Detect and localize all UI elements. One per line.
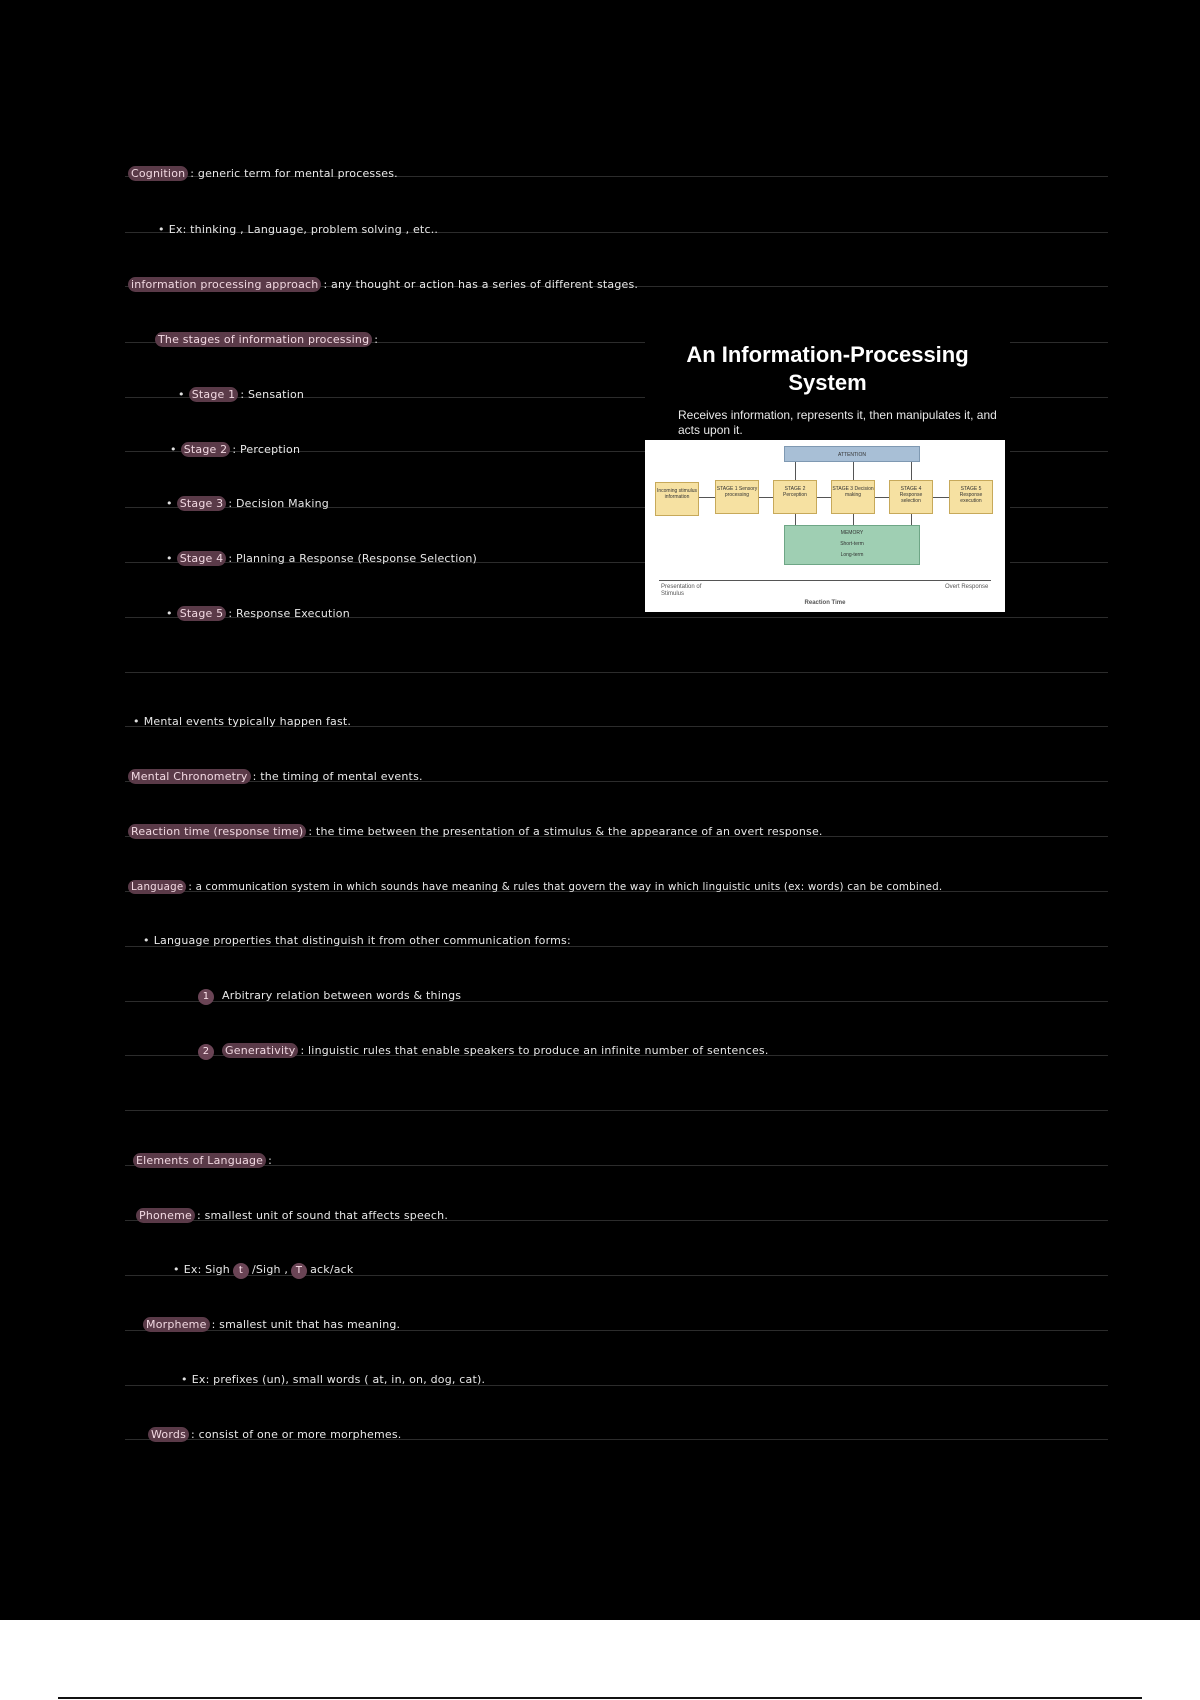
axis-center-label: Reaction Time	[804, 600, 846, 606]
definition-text: : the time between the presentation of a stimulus & the appearance of an overt response.	[308, 825, 823, 838]
note-stage-5	[166, 604, 350, 624]
stage-box-2: STAGE 2 Perception	[773, 480, 817, 514]
rule-line	[125, 672, 1108, 673]
definition-text: : smallest unit that has meaning.	[211, 1318, 401, 1331]
footer-rule	[58, 1697, 1142, 1699]
attention-box: ATTENTION	[784, 446, 920, 462]
stage-box-1: STAGE 1 Sensory processing	[715, 480, 759, 514]
note-cognition-example	[158, 220, 438, 240]
term-highlight: Cognition	[128, 166, 188, 181]
definition-text: : the timing of mental events.	[252, 770, 423, 783]
bullet: •	[158, 223, 165, 236]
bullet: •	[178, 388, 185, 401]
flow-arrow	[933, 497, 949, 498]
bullet: •	[181, 1373, 188, 1386]
definition-text: : consist of one or more morphemes.	[191, 1428, 402, 1441]
info-processing-slide	[645, 336, 1010, 616]
bullet: •	[173, 1263, 180, 1276]
flow-arrow	[817, 497, 831, 498]
attention-arrow	[795, 462, 796, 480]
rule-line	[125, 1110, 1108, 1111]
attention-arrow	[853, 462, 854, 480]
note-text: Language properties that distinguish it from other communication forms:	[153, 934, 571, 947]
term-highlight: Stage 1	[189, 387, 239, 402]
note-stage-2	[170, 440, 300, 460]
term-highlight: Generativity	[222, 1043, 298, 1058]
slide-subtitle: Receives information, represents it, then manipulates it, and acts upon it.	[678, 408, 997, 437]
memory-arrow	[795, 514, 796, 525]
memory-arrow	[911, 514, 912, 525]
axis-right-label: Overt Response	[945, 584, 989, 590]
term-highlight: Morpheme	[143, 1317, 210, 1332]
note-chronometry	[128, 767, 423, 787]
bullet: •	[166, 607, 173, 620]
letter-highlight: t	[233, 1263, 249, 1279]
term-highlight: information processing approach	[128, 277, 321, 292]
note-words	[148, 1425, 402, 1445]
processing-diagram	[645, 440, 1005, 612]
flow-arrow	[699, 497, 715, 498]
bullet: •	[133, 715, 140, 728]
attention-arrow	[911, 462, 912, 480]
stage-box-5: STAGE 5 Response execution	[949, 480, 993, 514]
note-morpheme	[143, 1315, 400, 1335]
term-highlight: Elements of Language	[133, 1153, 266, 1168]
axis-left-label: Presentation of Stimulus	[661, 584, 702, 597]
number-badge: 2	[198, 1044, 214, 1060]
flow-arrow	[759, 497, 773, 498]
note-text: Mental events typically happen fast.	[143, 715, 352, 728]
slide-title: An Information-Processing System	[686, 342, 969, 395]
memory-title: MEMORY	[840, 530, 864, 536]
definition-text: : a communication system in which sounds have meaning & rules that govern the way in which linguistic units (ex: words) can be combined.	[188, 881, 943, 893]
bullet: •	[170, 443, 177, 456]
definition-text: :	[268, 1154, 273, 1167]
memory-arrow	[853, 514, 854, 525]
memory-long-term: Long-term	[840, 552, 864, 558]
note-stages-heading	[155, 330, 378, 350]
example-text: ack/ack	[310, 1263, 354, 1276]
stage-text: : Decision Making	[228, 497, 329, 510]
rule-line	[125, 1165, 1108, 1166]
stage-text: : Sensation	[240, 388, 305, 401]
definition-text: :	[374, 333, 379, 346]
note-phoneme-example	[173, 1260, 354, 1280]
note-stage-3	[166, 494, 329, 514]
stage-text: : Perception	[232, 443, 301, 456]
note-elements	[133, 1151, 272, 1171]
term-highlight: Words	[148, 1427, 189, 1442]
number-badge: 1	[198, 989, 214, 1005]
term-highlight: Language	[128, 880, 186, 894]
term-highlight: Stage 2	[181, 442, 231, 457]
note-morpheme-example	[181, 1370, 485, 1390]
definition-text: : smallest unit of sound that affects speech.	[196, 1209, 449, 1222]
letter-highlight: T	[291, 1263, 307, 1279]
example-text: /Sigh ,	[251, 1263, 289, 1276]
property-text: Arbitrary relation between words & things	[222, 989, 462, 1002]
reaction-time-axis	[659, 580, 991, 581]
bullet: •	[143, 934, 150, 947]
term-highlight: Stage 3	[177, 496, 227, 511]
property-text: : linguistic rules that enable speakers to produce an infinite number of sentences.	[300, 1044, 769, 1057]
term-highlight: The stages of information processing	[155, 332, 372, 347]
note-property-1	[198, 986, 461, 1006]
bullet: •	[166, 552, 173, 565]
example-text: Ex: prefixes (un), small words ( at, in, on, dog, cat).	[191, 1373, 486, 1386]
note-language-properties	[143, 931, 571, 951]
definition-text: : generic term for mental processes.	[190, 167, 398, 180]
note-reaction-time	[128, 822, 823, 842]
memory-short-term: Short-term	[840, 541, 864, 547]
input-box: Incoming stimulus information	[655, 482, 699, 516]
memory-box	[784, 525, 920, 565]
note-ipa	[128, 275, 638, 295]
stage-text: : Response Execution	[228, 607, 350, 620]
example-text: Ex: thinking , Language, problem solving , etc..	[168, 223, 439, 236]
bullet: •	[166, 497, 173, 510]
definition-text: : any thought or action has a series of different stages.	[323, 278, 639, 291]
term-highlight: Stage 4	[177, 551, 227, 566]
example-text: Ex: Sigh	[183, 1263, 230, 1276]
note-phoneme	[136, 1206, 448, 1226]
stage-box-4: STAGE 4 Response selection	[889, 480, 933, 514]
note-stage-1	[178, 385, 304, 405]
term-highlight: Mental Chronometry	[128, 769, 251, 784]
term-highlight: Reaction time (response time)	[128, 824, 306, 839]
note-language	[128, 877, 942, 897]
note-cognition	[128, 164, 398, 184]
note-property-2	[198, 1041, 769, 1061]
term-highlight: Stage 5	[177, 606, 227, 621]
stage-box-3: STAGE 3 Decision making	[831, 480, 875, 514]
stage-text: : Planning a Response (Response Selection)	[228, 552, 478, 565]
note-stage-4	[166, 549, 477, 569]
flow-arrow	[875, 497, 889, 498]
note-mental-fast	[133, 712, 351, 732]
term-highlight: Phoneme	[136, 1208, 195, 1223]
